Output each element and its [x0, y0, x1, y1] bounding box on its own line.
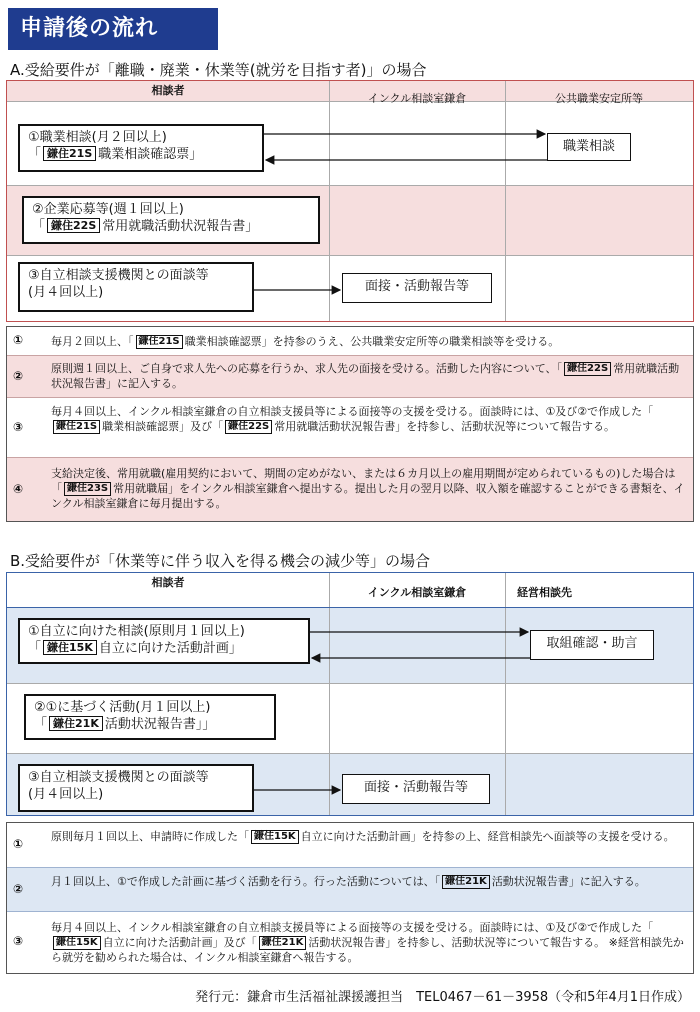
note-number: ②: [13, 882, 24, 896]
note-text-part: 月１回以上、①で作成した計画に基づく活動を行う。行った活動については、「: [51, 875, 441, 888]
page-title: 申請後の流れ: [8, 8, 218, 50]
note-text-part: 毎月４回以上、インクル相談室鎌倉の自立相談支援員等による面接等の支援を受ける。面談時には、①及び②で作成した「: [51, 405, 654, 418]
section-b-step1-quote: 「: [28, 641, 42, 656]
section-b-step1-form: 自立に向けた活動計画」: [98, 641, 242, 656]
note-text-part: 自立に向けた活動計画」及び「: [102, 936, 257, 949]
note-text-part: 職業相談確認票」及び「: [102, 420, 224, 433]
note-number: ③: [13, 934, 24, 948]
note-text-part: 活動状況報告書」に記入する。: [491, 875, 646, 888]
note-text-part: 活動状況報告書」を持参し、活動状況等について報告する。 ※経営相談先から就労を勧められた場合は、インクル相談室鎌倉へ報告する。: [51, 936, 684, 964]
section-b-col-header-consultant: 相談者: [151, 576, 185, 589]
section-a-step3-target: 面接・活動報告等: [342, 273, 492, 303]
section-a-step2-quote: 「: [32, 219, 46, 234]
note-text-part: 毎月２回以上、「: [51, 335, 134, 348]
form-tag: 鎌住21K: [259, 936, 307, 950]
note-number: ④: [13, 482, 24, 496]
section-b-title: B.受給要件が「休業等に伴う収入を得る機会の減少等」の場合: [10, 552, 431, 570]
section-b-step2-quote: 「: [34, 717, 48, 732]
note-number: ②: [13, 369, 24, 383]
section-b-col-header-business: 経営相談先: [517, 586, 572, 599]
section-a-step2-line1: ②企業応募等(週１回以上): [32, 202, 184, 217]
section-a-step2-form: 常用就職活動状況報告書」: [102, 219, 259, 234]
note-number: ③: [13, 420, 24, 434]
note-number: ①: [13, 837, 24, 851]
note-text-part: 原則毎月１回以上、申請時に作成した「: [51, 830, 249, 843]
form-tag: 鎌住15K: [251, 830, 299, 844]
section-b-step3-line1: ③自立相談支援機関との面談等: [28, 770, 209, 785]
section-a-step3-line1: ③自立相談支援機関との面談等: [28, 268, 209, 283]
section-a-title: A.受給要件が「離職・廃業・休業等(就労を目指す者)」の場合: [10, 61, 427, 79]
section-b-step3-line2: (月４回以上): [28, 787, 104, 802]
note-text-part: 常用就職活動状況報告書」を持参し、活動状況等について報告する。: [274, 420, 616, 433]
section-a-step1-form: 職業相談確認票」: [98, 147, 203, 162]
section-b-step2-form: 活動状況報告書」」: [104, 717, 216, 732]
section-a-col-header-inclu: インクル相談室鎌倉: [367, 92, 467, 105]
form-tag: 鎌住15K: [53, 936, 101, 950]
section-a-col-header-consultant: 相談者: [151, 84, 185, 97]
form-tag: 鎌住22S: [47, 218, 100, 233]
section-a-step1-target: 職業相談: [547, 133, 631, 161]
section-b-step3-target: 面接・活動報告等: [342, 774, 490, 804]
section-b-step1-line1: ①自立に向けた相談(原則月１回以上): [28, 624, 245, 639]
note-number: ①: [13, 333, 24, 347]
form-tag: 鎌住23S: [64, 482, 111, 496]
form-tag: 鎌住22S: [564, 362, 611, 376]
section-a-step1-quote: 「: [28, 147, 42, 162]
section-b-col-header-inclu: インクル相談室鎌倉: [367, 586, 467, 599]
form-tag: 鎌住21S: [136, 335, 183, 349]
section-b-step1-target: 取組確認・助言: [530, 630, 654, 660]
form-tag: 鎌住21S: [43, 146, 96, 161]
note-text-part: 常用就職届」をインクル相談室鎌倉へ提出する。提出した月の翌月以降、収入額を確認することができる書類を、インクル相談室鎌倉に毎月提出する。: [51, 482, 685, 510]
form-tag: 鎌住21S: [53, 420, 100, 434]
note-text-part: 自立に向けた活動計画」を持参の上、経営相談先へ面談等の支援を受ける。: [300, 830, 675, 843]
footer-publisher: 発行元：鎌倉市生活福祉課援護担当 TEL0467－61－3958（令和5年4月1日作成）: [195, 990, 690, 1005]
note-text-part: 支給決定後、常用就職(雇用契約において、期間の定めがない、または６カ月以上の雇用期間が定められているもの)した場合は「: [51, 467, 676, 495]
form-tag: 鎌住21K: [442, 875, 490, 889]
note-text-part: 常用就職活動状況報告書」に記入する。: [51, 362, 680, 390]
note-text-part: 毎月４回以上、インクル相談室鎌倉の自立相談支援員等による面接等の支援を受ける。面談時には、①及び②で作成した「: [51, 921, 654, 934]
form-tag: 鎌住22S: [225, 420, 272, 434]
note-text-part: 職業相談確認票」を持参のうえ、公共職業安定所等の職業相談等を受ける。: [184, 335, 560, 348]
section-a-step1-line1: ①職業相談(月２回以上): [28, 130, 167, 145]
form-tag: 鎌住15K: [43, 640, 97, 655]
section-a-col-header-hello-work: 公共職業安定所等: [555, 92, 643, 105]
note-text-part: 原則週１回以上、ご自身で求人先への応募を行うか、求人先の面接を受ける。活動した内容について、「: [51, 362, 563, 375]
form-tag: 鎌住21K: [49, 716, 103, 731]
section-a-step3-line2: (月４回以上): [28, 285, 104, 300]
section-b-step2-line1: ②①に基づく活動(月１回以上): [34, 700, 211, 715]
